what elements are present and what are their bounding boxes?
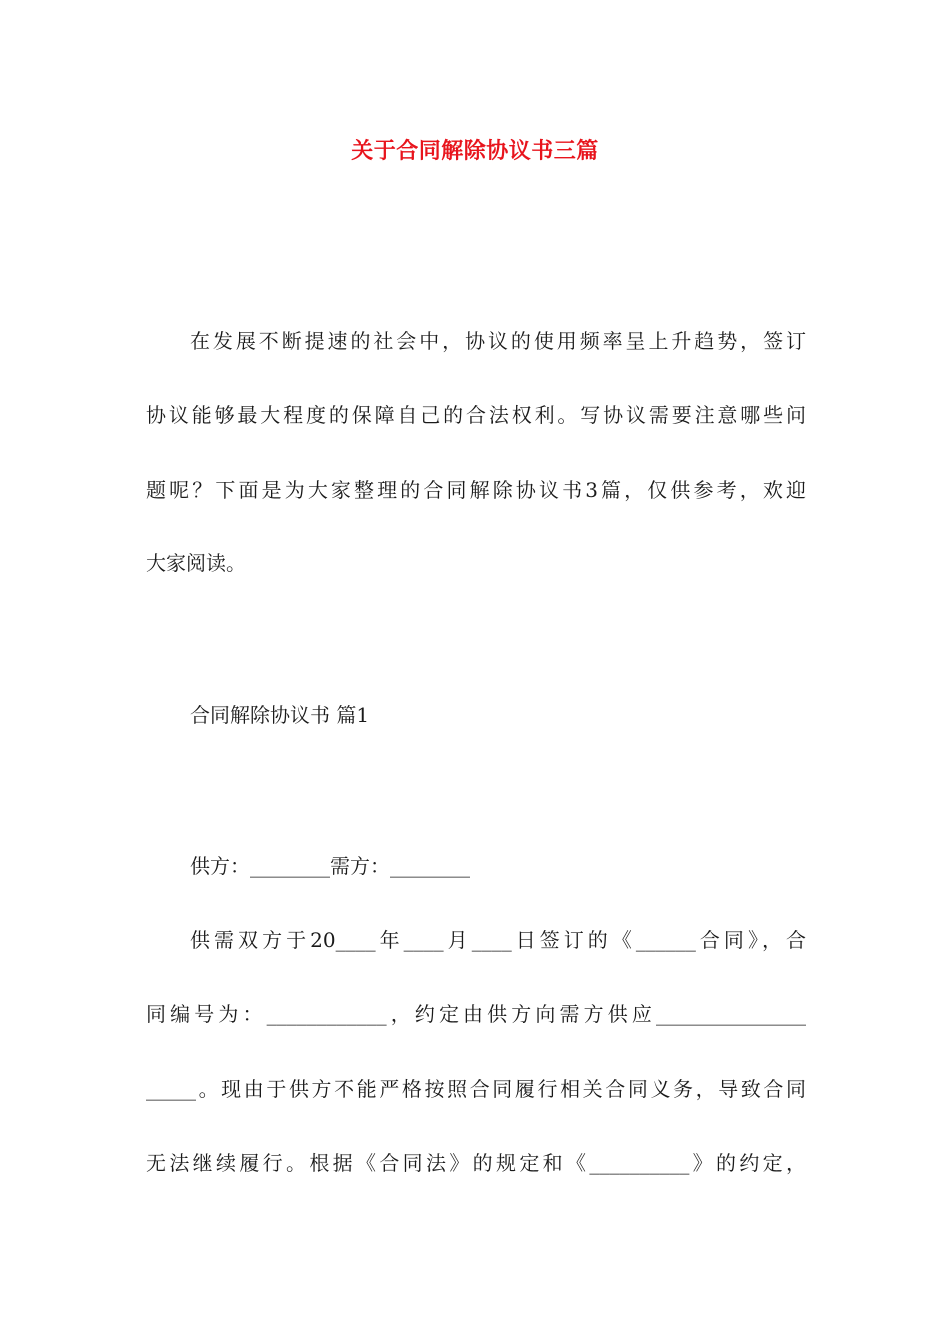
document-title: 关于合同解除协议书三篇 — [351, 138, 599, 164]
intro-line-3: 题呢？下面是为大家整理的合同解除协议书3篇，仅供参考，欢迎 — [146, 478, 806, 502]
body-line-3: _____。现由于供方不能严格按照合同履行相关合同义务，导致合同 — [146, 1077, 806, 1101]
body-line-4: 无法继续履行。根据《合同法》的规定和《__________》的约定， — [146, 1151, 806, 1175]
body-line-2: 同编号为：____________，约定由供方向需方供应_______________ — [146, 1002, 806, 1026]
intro-line-2: 协议能够最大程度的保障自己的合法权利。写协议需要注意哪些问 — [146, 403, 806, 427]
intro-line-4: 大家阅读。 — [146, 551, 246, 575]
parties-line: 供方：________需方：________ — [190, 854, 470, 878]
intro-line-1: 在发展不断提速的社会中，协议的使用频率呈上升趋势，签订 — [190, 329, 806, 353]
section-heading: 合同解除协议书 篇1 — [190, 703, 370, 727]
body-line-1: 供需双方于20____年____月____日签订的《______合同》，合 — [190, 928, 806, 952]
